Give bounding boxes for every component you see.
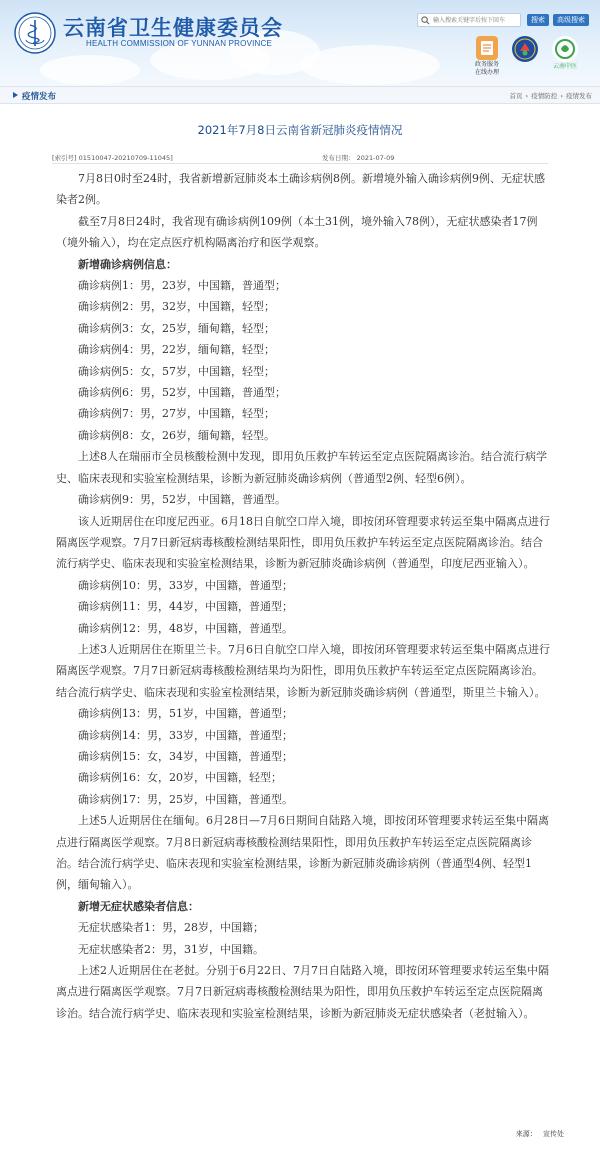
health-emblem-icon (512, 36, 538, 62)
article-paragraph: 该人近期居住在印度尼西亚。6月18日自航空口岸入境，即按闭环管理要求转运至集中隔离点进行隔离医学观察。7月7日新冠病毒核酸检测结果阳性，即用负压救护车转运至定点医院隔离诊治。结合流行病学史、临床表现和实验室检测结果，诊断为新冠肺炎确诊病例（普通型，印度尼西亚输入）。 (56, 514, 550, 571)
government-service-icon (476, 36, 498, 60)
article-paragraph: 7月8日0时至24时，我省新增新冠肺炎本土确诊病例8例。新增境外输入确诊病例9例、无症状感染者2例。 (56, 172, 545, 207)
article-paragraph: 无症状感染者2：男，31岁，中国籍。 (78, 942, 264, 956)
article-paragraph: 无症状感染者1：男，28岁，中国籍； (78, 921, 264, 935)
government-service-tile[interactable] (470, 36, 504, 76)
search-input[interactable] (433, 15, 520, 26)
article-paragraph: 确诊病例14：男，33岁，中国籍，普通型； (78, 728, 293, 742)
publish-date-label: 发布日期： (322, 154, 355, 162)
breadcrumb-separator: › (525, 92, 529, 100)
article-paragraph: 确诊病例11：男，44岁，中国籍，普通型； (78, 600, 293, 614)
section-heading: 新增无症状感染者信息： (78, 899, 199, 913)
article-paragraph: 确诊病例9：男，52岁，中国籍，普通型。 (78, 493, 286, 507)
index-value: 01510047-20210709-11045] (78, 154, 173, 162)
header-cloud-decoration (40, 55, 140, 85)
index-label: [索引号] (52, 154, 77, 162)
header-cloud-decoration (300, 45, 440, 85)
site-title[interactable]: 云南省卫生健康委员会 (63, 15, 283, 40)
site-subtitle: HEALTH COMMISSION OF YUNNAN PROVINCE (86, 39, 273, 48)
article-title: 2021年7月8日云南省新冠肺炎疫情情况 (197, 123, 403, 137)
tcm-label: 云南中医 (552, 63, 577, 70)
article-paragraph: 上述2人近期居住在老挝。分别于6月22日、7月7日自陆路入境，即按闭环管理要求转运至集中隔离点进行隔离医学观察。7月7日新冠病毒核酸检测结果为阳性，即用负压救护车转运至定点医院隔离诊治。结合流行病学史、临床表现和实验室检测结果，诊断为新冠肺炎无症状感染者（老挝输入）。 (56, 964, 549, 1020)
article-paragraph: 确诊病例1：男，23岁，中国籍，普通型； (78, 279, 286, 293)
section-nav-bar (0, 86, 600, 104)
meta-divider (52, 163, 548, 164)
article-paragraph: 确诊病例5：女，57岁，中国籍，轻型； (78, 364, 275, 378)
source-value: 宣传处 (543, 1130, 564, 1138)
article-paragraph: 确诊病例17：男，25岁，中国籍，普通型。 (78, 792, 293, 806)
advanced-search-button[interactable]: 高级搜索 (553, 14, 589, 26)
article-paragraph: 确诊病例10：男，33岁，中国籍，普通型； (78, 578, 293, 592)
article-paragraph: 确诊病例6：男，52岁，中国籍，普通型； (78, 386, 286, 400)
tcm-tile[interactable] (548, 36, 582, 70)
section-title[interactable]: 疫情发布 (22, 92, 57, 102)
breadcrumb-epidemic-release[interactable]: 疫情发布 (566, 92, 592, 100)
article-paragraph: 确诊病例16：女，20岁，中国籍，轻型； (78, 771, 282, 785)
article-index (52, 153, 173, 162)
health-commission-emblem-icon[interactable] (14, 12, 56, 54)
health-emblem-tile[interactable] (508, 36, 542, 62)
breadcrumb-home[interactable]: 首页 (509, 92, 523, 100)
search-icon (421, 16, 430, 25)
source-label: 来源： (515, 1130, 537, 1138)
government-service-label-line1: 政务服务 (474, 61, 499, 68)
article-paragraph: 上述8人在瑞丽市全员核酸检测中发现，即用负压救护车转运至定点医院隔离诊治。结合流行病学史、临床表现和实验室检测结果，诊断为新冠肺炎确诊病例（普通型2例、轻型6例）。 (56, 450, 547, 485)
article-source (516, 1129, 564, 1139)
article-paragraph: 上述5人近期居住在缅甸。6月28日—7月6日期间自陆路入境，即按闭环管理要求转运至集中隔离点进行隔离医学观察。7月8日新冠病毒核酸检测结果阳性，即用负压救护车转运至定点医院隔离诊治。结合流行病学史、临床表现和实验室检测结果，诊断为新冠肺炎确诊病例（普通型4例、轻型1例，缅甸输入）。 (56, 814, 549, 892)
breadcrumb-epidemic-control[interactable]: 疫情防控 (531, 92, 558, 100)
article-paragraph: 确诊病例15：女，34岁，中国籍，普通型； (78, 749, 293, 763)
article-paragraph: 上述3人近期居住在斯里兰卡。7月6日自航空口岸入境，即按闭环管理要求转运至集中隔离点进行隔离医学观察。7月7日新冠病毒核酸检测结果均为阳性，即用负压救护车转运至定点医院隔离诊治。结合流行病学史、临床表现和实验室检测结果，诊断为新冠肺炎确诊病例（普通型，斯里兰卡输入）。 (56, 642, 550, 699)
breadcrumb-separator: › (560, 92, 563, 100)
article-paragraph: 确诊病例2：男，32岁，中国籍，轻型； (78, 300, 275, 314)
search-box[interactable] (417, 13, 521, 27)
article-paragraph: 确诊病例4：男，22岁，缅甸籍，轻型； (78, 343, 275, 357)
article-paragraph: 确诊病例13：男，51岁，中国籍，普通型； (78, 707, 293, 721)
arrow-right-icon (13, 92, 18, 98)
article-paragraph: 截至7月8日24时，我省现有确诊病例109例（本土31例，境外输入78例），无症状感染者17例（境外输入），均在定点医疗机构隔离治疗和医学观察。 (56, 214, 538, 250)
publish-date-value: 2021-07-09 (356, 154, 395, 162)
article-paragraph: 确诊病例3：女，25岁，缅甸籍，轻型； (78, 321, 275, 335)
article-body (56, 168, 550, 1024)
article-paragraph: 确诊病例12：男，48岁，中国籍，普通型。 (78, 621, 293, 635)
site-header (0, 0, 600, 86)
tcm-logo-icon (552, 36, 578, 62)
breadcrumb (508, 91, 592, 100)
search-button[interactable]: 搜索 (527, 14, 549, 26)
government-service-label-line2: 在线办理 (474, 69, 499, 76)
publish-date (322, 153, 394, 162)
section-heading: 新增确诊病例信息： (78, 257, 177, 271)
article-paragraph: 确诊病例8：女，26岁，缅甸籍，轻型。 (78, 428, 275, 442)
article-meta (52, 153, 548, 162)
article-paragraph: 确诊病例7：男，27岁，中国籍，轻型； (78, 407, 275, 421)
